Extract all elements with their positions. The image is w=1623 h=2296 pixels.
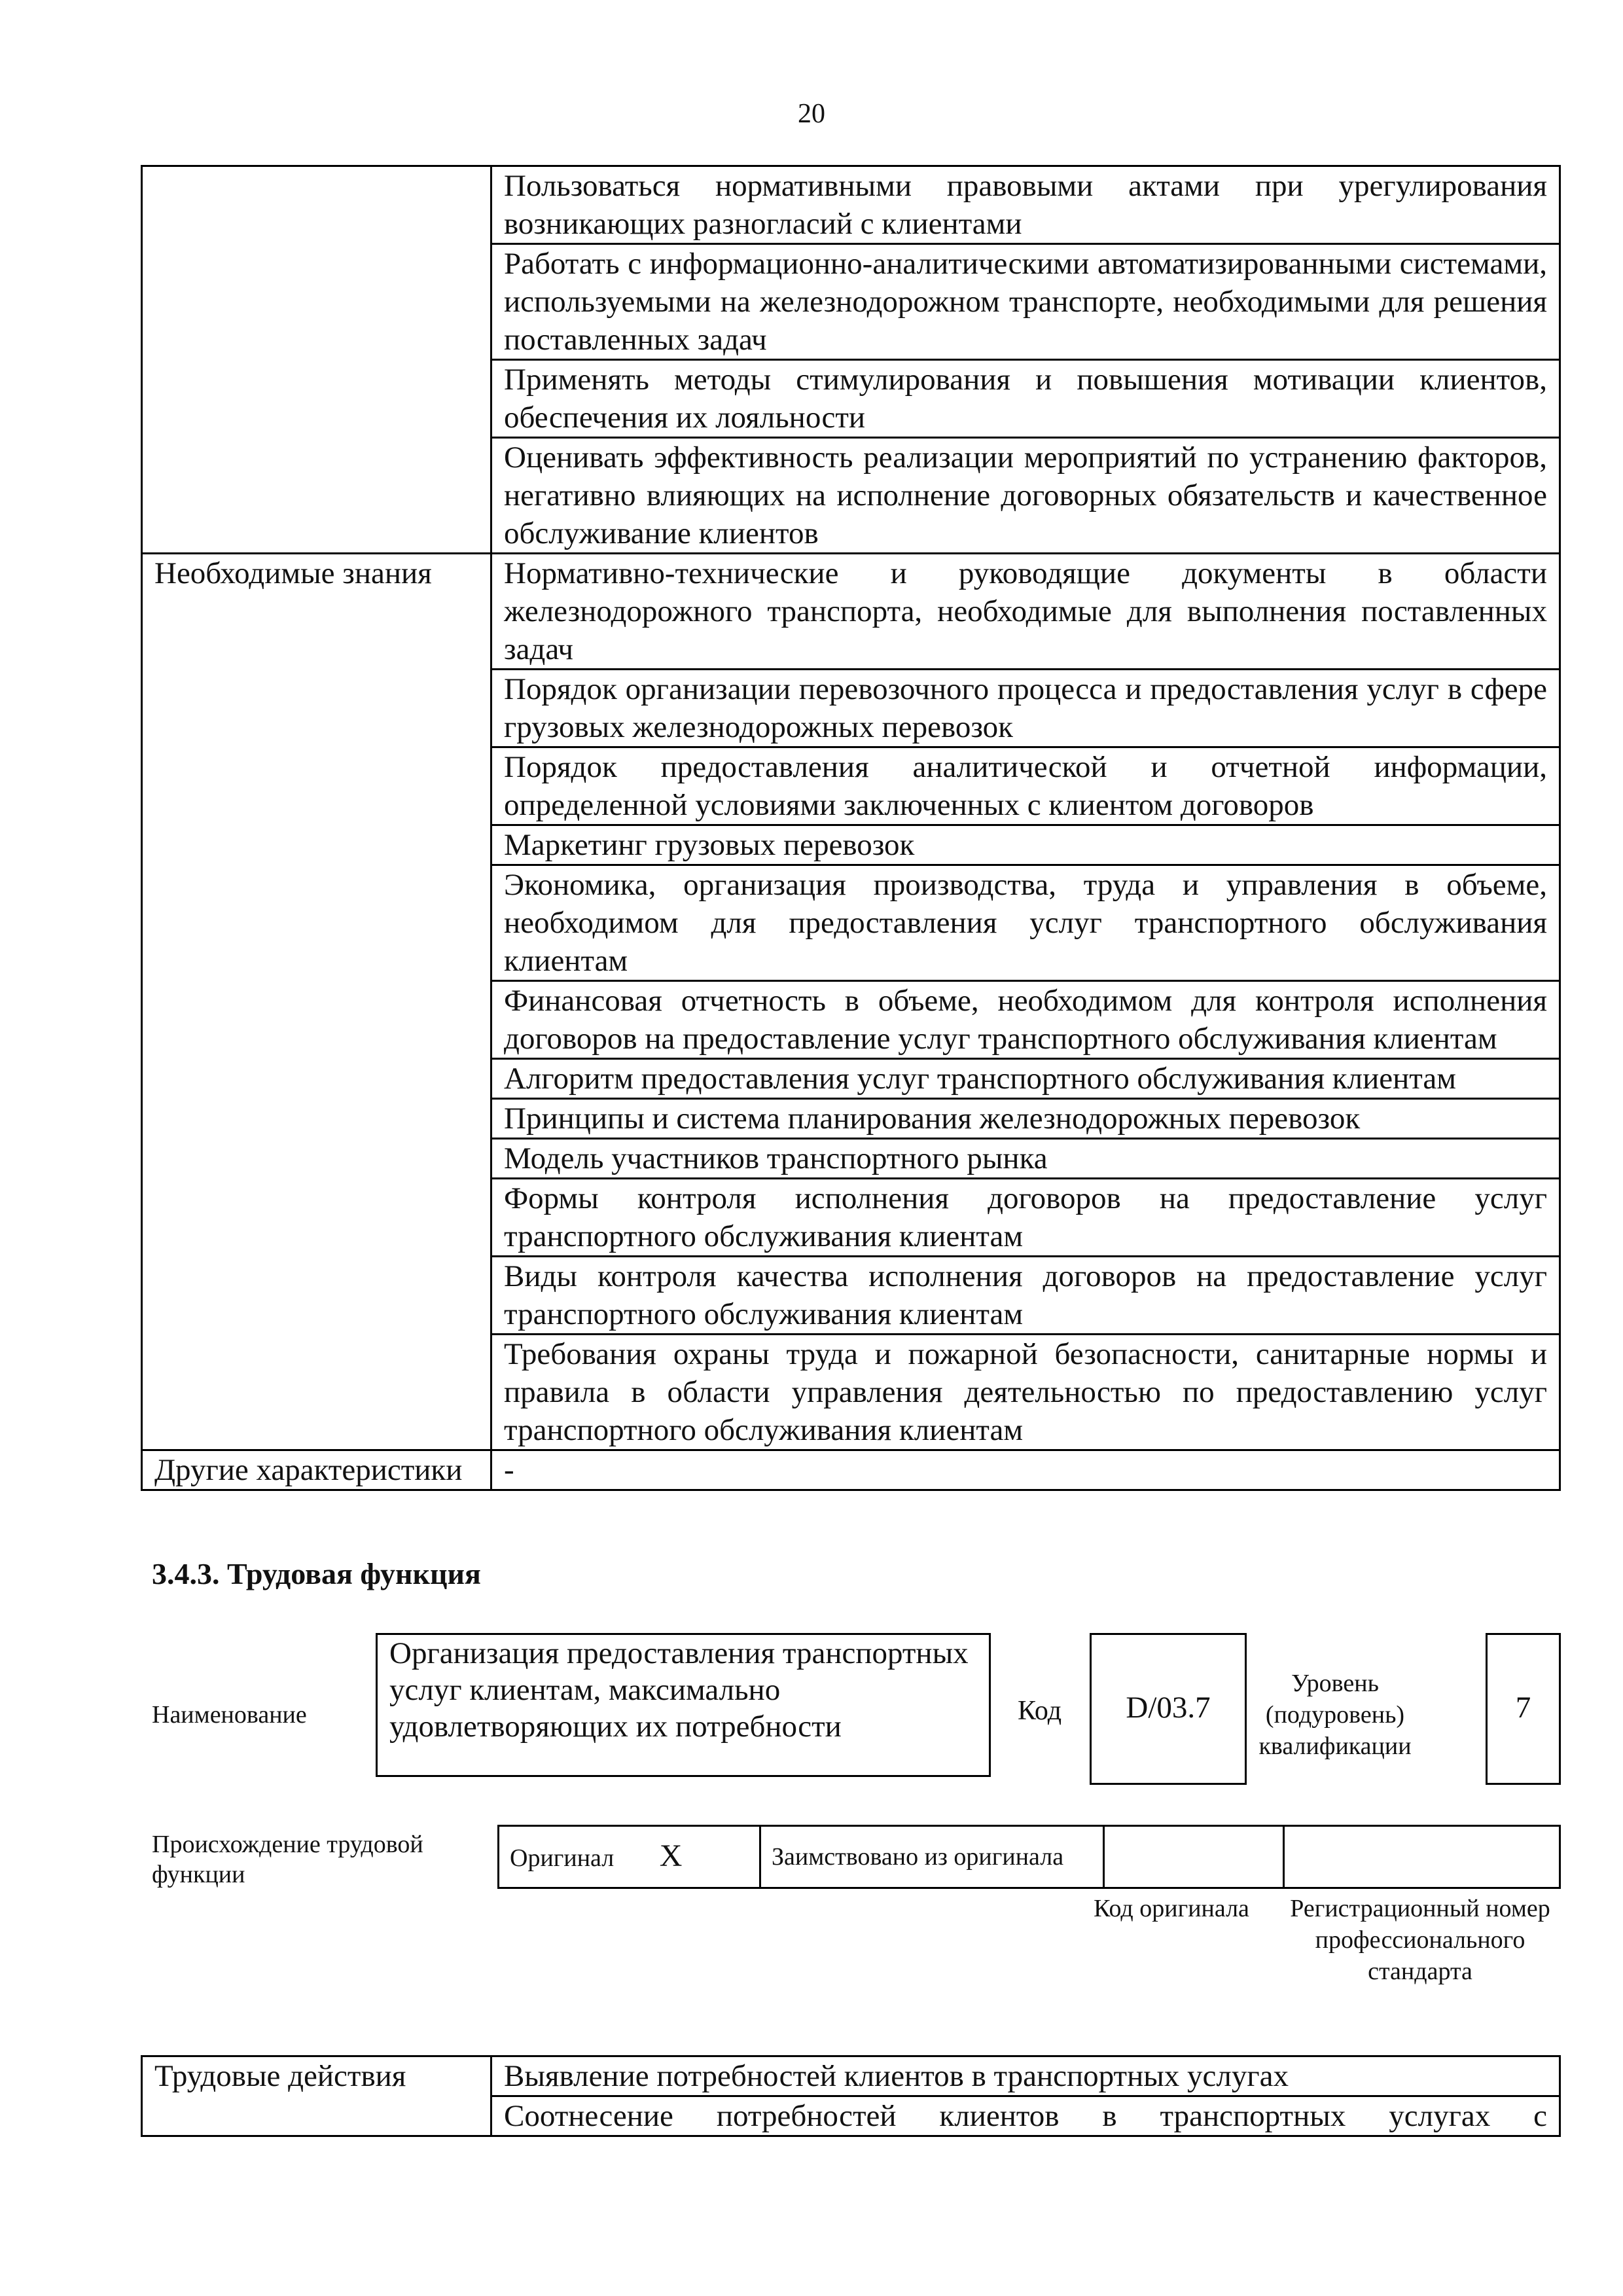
row-text: Оценивать эффективность реализации мероприятий по устранению факторов, негативно влияющих на исполнение договорных обязательств и качественное обслуживание клиентов: [491, 438, 1560, 554]
origin-code-cell: [1104, 1826, 1284, 1888]
row-text: Пользоваться нормативными правовыми актами при урегулирования возникающих разногласий с клиентами: [491, 166, 1560, 244]
origin-original-cell: [499, 1826, 760, 1888]
row-group-label: Необходимые знания: [142, 554, 491, 1450]
row-group-label: Другие характеристики: [142, 1450, 491, 1490]
origin-label: Происхождение трудовой функции: [152, 1831, 423, 1888]
row-text: Виды контроля качества исполнения договоров на предоставление услуг транспортного обслуживания клиентам: [491, 1257, 1560, 1335]
row-text: Модель участников транспортного рынка: [491, 1139, 1560, 1179]
origin-caption-code: Код оригинала: [1094, 1895, 1249, 1922]
row-text: Финансовая отчетность в объеме, необходимом для контроля исполнения договоров на предоставление услуг транспортного обслуживания клиентам: [491, 981, 1560, 1059]
function-name-value: Организация предоставления транспортных услуг клиентам, максимально удовлетворяющих их потребности: [376, 1633, 991, 1777]
labor-actions-label: Трудовые действия: [142, 2056, 491, 2136]
row-text: Маркетинг грузовых перевозок: [491, 825, 1560, 865]
section-heading: 3.4.3. Трудовая функция: [152, 1557, 481, 1590]
table-row: [142, 554, 1560, 670]
labor-action-text: Выявление потребностей клиентов в транспортных услугах: [491, 2056, 1560, 2096]
row-text: -: [491, 1450, 1560, 1490]
origin-original-label: Оригинал: [510, 1844, 615, 1872]
row-text: Применять методы стимулирования и повышения мотивации клиентов, обеспечения их лояльности: [491, 360, 1560, 438]
origin-borrowed-label: Заимствовано из оригинала: [760, 1826, 1104, 1888]
labor-actions-table: [141, 2055, 1561, 2137]
function-code-value: D/03.7: [1090, 1633, 1247, 1785]
row-text: Работать с информационно-аналитическими автоматизированными системами, используемыми на железнодорожном транспорте, необходимыми для решения поставленных задач: [491, 244, 1560, 360]
row-text: Экономика, организация производства, труда и управления в объеме, необходимом для предоставления услуг транспортного обслуживания клиентам: [491, 865, 1560, 981]
row-text: Порядок организации перевозочного процесса и предоставления услуг в сфере грузовых железнодорожных перевозок: [491, 670, 1560, 747]
row-text: Порядок предоставления аналитической и отчетной информации, определенной условиями заключенных с клиентом договоров: [491, 747, 1560, 825]
row-text: Алгоритм предоставления услуг транспортного обслуживания клиентам: [491, 1059, 1560, 1099]
origin-table: [497, 1825, 1561, 1889]
labor-action-row: [142, 2056, 1560, 2096]
origin-caption-reg: Регистрационный номер профессионального стандарта: [1290, 1895, 1550, 1985]
qualification-level-value: 7: [1486, 1633, 1561, 1785]
row-text: Требования охраны труда и пожарной безопасности, санитарные нормы и правила в области управления деятельностью по предоставлению услуг транспортного обслуживания клиентам: [491, 1335, 1560, 1450]
row-text: Принципы и система планирования железнодорожных перевозок: [491, 1099, 1560, 1139]
row-text: Нормативно-технические и руководящие документы в области железнодорожного транспорта, необходимые для выполнения поставленных задач: [491, 554, 1560, 670]
table-row: [142, 1450, 1560, 1490]
row-group-label: [142, 166, 491, 554]
labor-action-text: Соотнесение потребностей клиентов в транспортных услугах с: [491, 2096, 1560, 2136]
origin-original-mark: X: [659, 1838, 683, 1873]
origin-reg-cell: [1284, 1826, 1560, 1888]
qualification-level-label: Уровень (подуровень) квалификации: [1258, 1670, 1412, 1760]
row-text: Формы контроля исполнения договоров на предоставление услуг транспортного обслуживания клиентам: [491, 1179, 1560, 1257]
function-name-label: Наименование: [152, 1701, 307, 1729]
table-row: [142, 166, 1560, 244]
function-code-label: Код: [1018, 1696, 1062, 1726]
page-number: 20: [798, 99, 825, 129]
knowledge-skills-table: [141, 165, 1561, 1491]
